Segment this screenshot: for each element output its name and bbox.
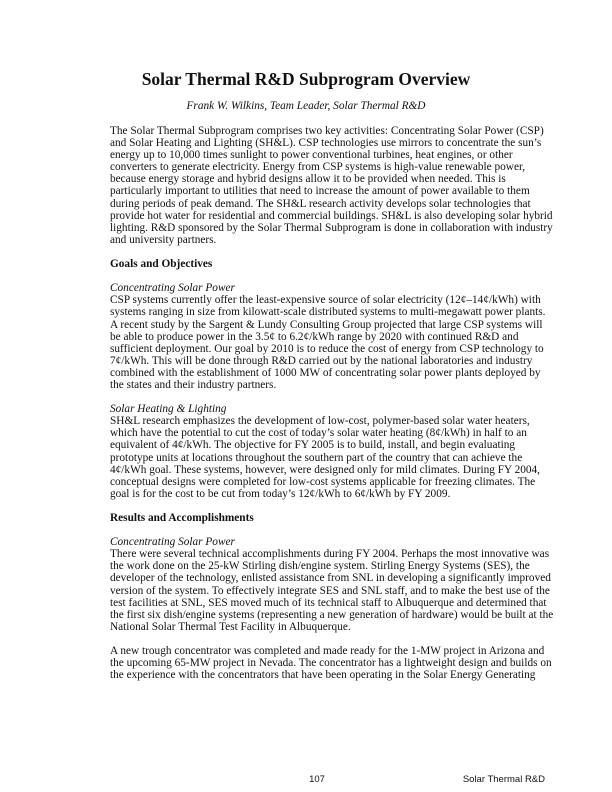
text-line: goal is for the cost to be cut from today’s 12¢/kWh to 6¢/kWh by FY 2009. xyxy=(110,487,451,500)
text-line: and university partners. xyxy=(110,233,217,246)
text-line: prototype units at locations throughout the southern part of the country that can achieve the xyxy=(110,451,523,464)
intro-paragraph xyxy=(110,125,553,246)
text-line: the first six dish/engine systems (representing a new generation of hardware) would be built at the xyxy=(110,608,554,621)
document-body xyxy=(110,125,554,682)
results-paragraph-1 xyxy=(110,548,554,633)
shl-goals-paragraph xyxy=(110,415,541,500)
subheading-shl: Solar Heating & Lighting xyxy=(110,403,227,416)
text-line: combined with the establishment of 1000 MW of concentrating solar power plants deployed by xyxy=(110,366,541,379)
text-line: developer of the technology, enlisted assistance from SNL in developing a significantly improved xyxy=(110,572,551,585)
text-line: during periods of peak demand. The SH&L research activity develops solar technologies that xyxy=(110,197,531,210)
text-line: National Solar Thermal Test Facility in Albuquerque. xyxy=(110,620,351,633)
subheading-results-csp: Concentrating Solar Power xyxy=(110,536,235,549)
text-line: which have the potential to cut the cost of today’s solar water heating (8¢/kWh) in half to an xyxy=(110,427,527,440)
text-line: equivalent of 4¢/kWh. The objective for FY 2005 is to build, install, and begin evaluating xyxy=(110,439,516,452)
section-heading-goals: Goals and Objectives xyxy=(110,258,213,271)
text-line: 7¢/kWh. This will be done through R&D carried out by the national laboratories and industry xyxy=(110,354,533,367)
text-line: be able to produce power in the 3.5¢ to 6.2¢/kWh range by 2020 with continued R&D and xyxy=(110,330,519,343)
byline: Frank W. Wilkins, Team Leader, Solar Thermal R&D xyxy=(186,100,426,112)
text-line: The Solar Thermal Subprogram comprises two key activities: Concentrating Solar Power (CSP) xyxy=(110,125,544,137)
text-line: because energy storage and hybrid designs allow it to be provided when needed. This is xyxy=(110,173,506,186)
text-line: the states and their industry partners. xyxy=(110,378,277,391)
text-line: converters to generate electricity. Energy from CSP systems is high-value renewable power, xyxy=(110,161,526,174)
text-line: and Solar Heating and Lighting (SH&L). CSP technologies use mirrors to concentrate the sun’s xyxy=(110,137,542,150)
page-number: 107 xyxy=(309,774,325,785)
results-paragraph-2 xyxy=(110,645,552,682)
text-line: conceptual designs were completed for low-cost systems applicable for freezing climates. The xyxy=(110,475,536,488)
subheading-csp: Concentrating Solar Power xyxy=(110,282,235,295)
text-line: version of the system. To effectively integrate SES and SNL staff, and to make the best use of the xyxy=(110,584,550,597)
text-line: the work done on the 25-kW Stirling dish/engine system. Stirling Energy Systems (SES), the xyxy=(110,560,530,573)
text-line: energy up to 10,000 times sunlight to power conventional turbines, heat engines, or other xyxy=(110,149,513,162)
text-line: the upcoming 65-MW project in Nevada. The concentrator has a lightweight design and builds on xyxy=(110,657,552,670)
text-line: 4¢/kWh goal. These systems, however, were designed only for mild climates. During FY 2004, xyxy=(110,463,541,476)
text-line: the experience with the concentrators that have been operating in the Solar Energy Generating xyxy=(110,669,536,682)
text-line: SH&L research emphasizes the development of low-cost, polymer-based solar water heaters, xyxy=(110,415,530,428)
text-line: systems ranging in size from kilowatt-scale distributed systems to multi-megawatt power plants. xyxy=(110,306,546,319)
text-line: There were several technical accomplishments during FY 2004. Perhaps the most innovative was xyxy=(110,548,550,561)
text-line: particularly important to utilities that need to increase the amount of power available to them xyxy=(110,185,530,198)
text-line: A new trough concentrator was completed and made ready for the 1-MW project in Arizona and xyxy=(110,645,545,658)
text-line: sufficient deployment. Our goal by 2010 is to reduce the cost of energy from CSP technology to xyxy=(110,342,544,355)
section-heading-results: Results and Accomplishments xyxy=(110,512,254,524)
text-line: provide hot water for residential and commercial buildings. SH&L is also developing solar hybrid xyxy=(110,209,553,222)
text-line: A recent study by the Sargent & Lundy Consulting Group projected that large CSP systems will xyxy=(110,318,543,331)
text-line: CSP systems currently offer the least-expensive source of solar electricity (12¢–14¢/kWh) with xyxy=(110,294,541,307)
csp-goals-paragraph xyxy=(110,294,546,391)
text-line: test facilities at SNL, SES moved much of its technical staff to Albuquerque and determined that xyxy=(110,596,547,609)
text-line: lighting. R&D sponsored by the Solar Thermal Subprogram is done in collaboration with industry xyxy=(110,221,553,234)
footer-section-title: Solar Thermal R&D xyxy=(462,774,545,785)
page-title: Solar Thermal R&D Subprogram Overview xyxy=(141,69,471,89)
